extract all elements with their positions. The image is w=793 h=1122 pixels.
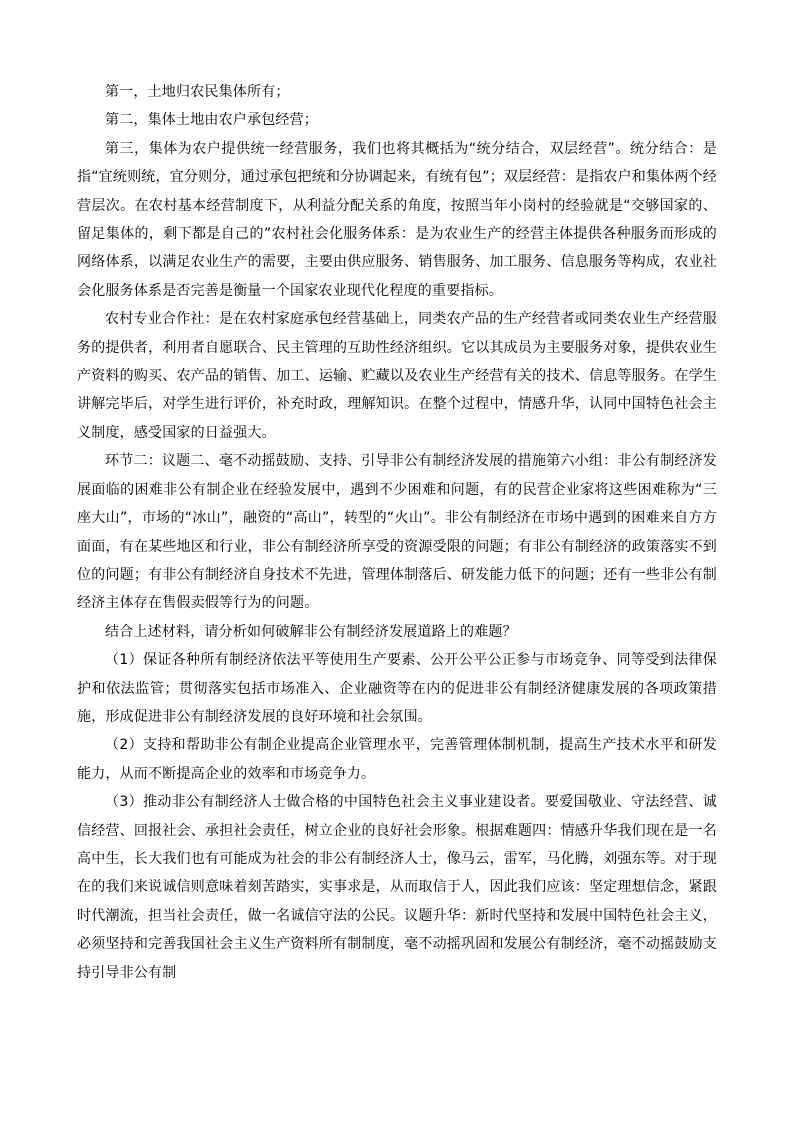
paragraph-section-two: 环节二：议题二、毫不动摇鼓励、支持、引导非公有制经济发展的措施第六小组：非公有制经济发展面临的困难非公有制企业在经验发展中，遇到不少困难和问题，有的民营企业家将这些困难称为“三座大山”，市场的“冰山”，融资的“高山”，转型的“火山”。非公有制经济在市场中遇到的困难来自方方面面，有在某些地区和行业，非公有制经济所享受的资源受限的问题；有非公有制经济的政策落实不到位的问题；有非公有制经济自身技术不先进，管理体制落后、研发能力低下的问题；还有一些非公有制经济主体存在售假卖假等行为的问题。 [77,453,717,612]
paragraph-unified-service: 第三，集体为农户提供统一经营服务，我们也将其概括为“统分结合，双层经营”。统分结合：是指“宜统则统，宜分则分，通过承包把统和分协调起来，有统有包”；双层经营：是指农户和集体两个经营层次。在农村基本经营制度下，从利益分配关系的角度，按照当年小岗村的经验就是“交够国家的、留足集体的，剩下都是自己的”农村社会化服务体系：是为农业生产的经营主体提供各种服务而形成的网络体系，以满足农业生产的需要，主要由供应服务、销售服务、加工服务、信息服务等构成，农业社会化服务体系是否完善是衡量一个国家农业现代化程度的重要指标。 [77,140,717,299]
paragraph-question: 结合上述材料，请分析如何破解非公有制经济发展道路上的难题？ [105,623,517,640]
document-body [77,78,717,987]
paragraph-answer-1: （1）保证各种所有制经济依法平等使用生产要素、公开公平公正参与市场竞争、同等受到法律保护和依法监管；贯彻落实包括市场准入、企业融资等在内的促进非公有制经济健康发展的各项政策措施，形成促进非公有制经济发展的良好环境和社会氛围。 [77,652,717,725]
paragraph-cooperative: 农村专业合作社：是在农村家庭承包经营基础上，同类农产品的生产经营者或同类农业生产经营服务的提供者，利用者自愿联合、民主管理的互助性经济组织。它以其成员为主要服务对象，提供农业生产资料的购买、农产品的销售、加工、运输、贮藏以及农业生产经营有关的技术、信息等服务。在学生讲解完毕后，对学生进行评价，补充时政，理解知识。在整个过程中，情感升华，认同中国特色社会主义制度，感受国家的日益强大。 [77,311,717,441]
paragraph-answer-3: （3）推动非公有制经济人士做合格的中国特色社会主义事业建设者。要爱国敬业、守法经营、诚信经营、回报社会、承担社会责任，树立企业的良好社会形象。根据难题四：情感升华我们现在是一名高中生，长大我们也有可能成为社会的非公有制经济人士，像马云，雷军，马化腾，刘强东等。对于现在的我们来说诚信则意味着刻苦踏实，实事求是，从而取信于人，因此我们应该：坚定理想信念，紧跟时代潮流，担当社会责任，做一名诚信守法的公民。议题升华：新时代坚持和发展中国特色社会主义，必须坚持和完善我国社会主义生产资料所有制制度，毫不动摇巩固和发展公有制经济，毫不动摇鼓励支持引导非公有制 [77,794,717,981]
paragraph-household-contract: 第二，集体土地由农户承包经营； [105,112,318,129]
paragraph-land-ownership: 第一，土地归农民集体所有； [105,84,290,100]
paragraph-answer-2: （2）支持和帮助非公有制企业提高企业管理水平，完善管理体制机制，提高生产技术水平和研发能力，从而不断提高企业的效率和市场竞争力。 [77,737,717,782]
